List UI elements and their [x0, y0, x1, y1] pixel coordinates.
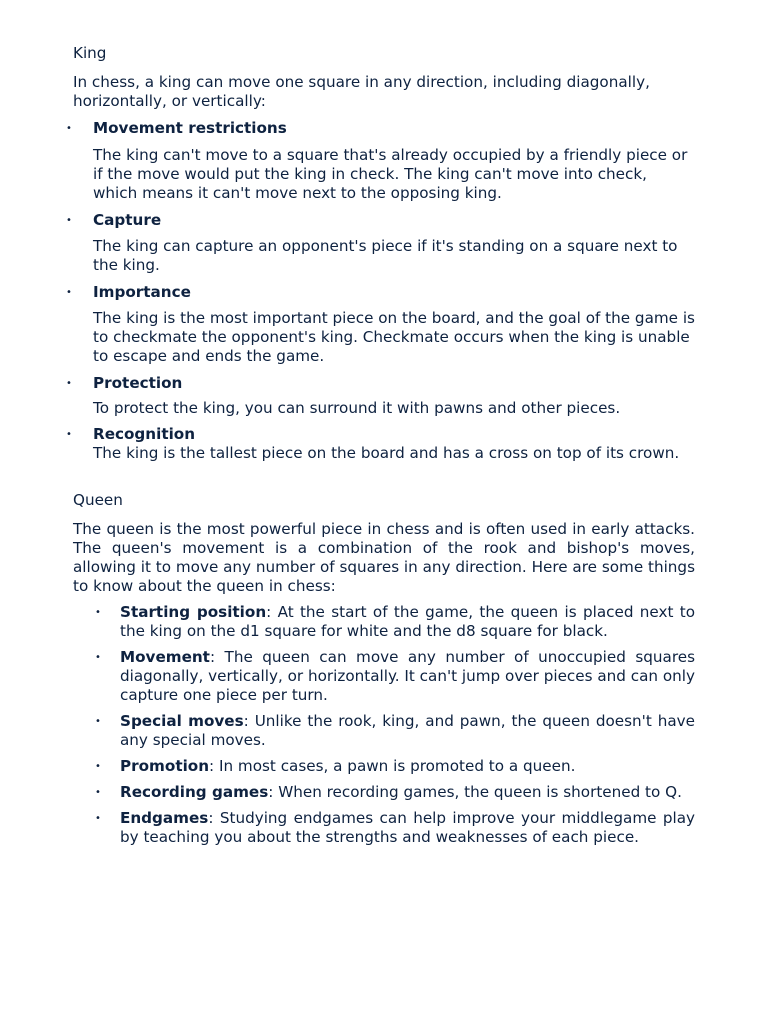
list-item [66, 211, 695, 275]
bullet-icon: • [66, 123, 72, 134]
item-text: : When recording games, the queen is shortened to Q. [268, 783, 682, 801]
king-intro: In chess, a king can move one square in any direction, including diagonally, horizontally, or vertically: [73, 73, 650, 110]
item-heading: Importance [93, 283, 191, 301]
list-item [73, 809, 695, 847]
queen-intro: The queen is the most powerful piece in chess and is often used in early attacks. The queen's movement is a combination of the rook and bishop's moves, allowing it to move any number of squares in any direction. Here are some things to know about the queen in chess: [73, 520, 695, 595]
list-item [66, 374, 695, 418]
item-text: : Studying endgames can help improve your middlegame play by teaching you about the strengths and weaknesses of each piece. [120, 809, 695, 846]
document-page [66, 44, 695, 847]
item-heading: Capture [93, 211, 162, 229]
item-text: The king is the most important piece on the board, and the goal of the game is to checkmate the opponent's king. Checkmate occurs when the king is unable to escape and ends the game. [93, 309, 695, 365]
bullet-icon: • [95, 716, 101, 727]
item-heading: Endgames [120, 809, 209, 827]
list-item [73, 757, 695, 776]
list-item [73, 603, 695, 641]
item-heading: Starting position [120, 603, 267, 621]
item-heading: Recording games [120, 783, 269, 801]
bullet-icon: • [95, 607, 101, 618]
item-text: The king can't move to a square that's already occupied by a friendly piece or if the move would put the king in check. The king can't move into check, which means it can't move next to the opposing king. [93, 146, 688, 202]
bullet-icon: • [95, 652, 101, 663]
list-item [66, 119, 695, 203]
king-facts-list [66, 119, 695, 463]
item-text: The king can capture an opponent's piece if it's standing on a square next to the king. [93, 237, 678, 274]
queen-section-title: Queen [73, 491, 123, 509]
item-text: : Unlike the rook, king, and pawn, the queen doesn't have any special moves. [120, 712, 695, 749]
item-heading: Movement restrictions [93, 119, 287, 137]
item-text: The king is the tallest piece on the board and has a cross on top of its crown. [93, 444, 680, 462]
item-heading: Promotion [120, 757, 210, 775]
item-text: To protect the king, you can surround it with pawns and other pieces. [93, 399, 621, 417]
item-text: : The queen can move any number of unoccupied squares diagonally, vertically, or horizontally. It can't jump over pieces and can only capture one piece per turn. [120, 648, 695, 704]
item-heading: Special moves [120, 712, 244, 730]
list-item [73, 783, 695, 802]
list-item [73, 712, 695, 750]
item-text: : In most cases, a pawn is promoted to a queen. [209, 757, 576, 775]
king-section-title: King [73, 44, 107, 62]
bullet-icon: • [95, 813, 101, 824]
bullet-icon: • [95, 761, 101, 772]
bullet-icon: • [66, 378, 72, 389]
list-item [66, 283, 695, 366]
item-text: : At the start of the game, the queen is placed next to the king on the d1 square for white and the d8 square for black. [120, 603, 695, 640]
bullet-icon: • [66, 287, 72, 298]
item-heading: Movement [120, 648, 210, 666]
item-heading: Recognition [93, 425, 196, 443]
bullet-icon: • [66, 215, 72, 226]
list-item [66, 425, 695, 463]
list-item [73, 648, 695, 705]
bullet-icon: • [66, 429, 72, 440]
item-heading: Protection [93, 374, 183, 392]
queen-facts-list [73, 603, 695, 847]
bullet-icon: • [95, 787, 101, 798]
